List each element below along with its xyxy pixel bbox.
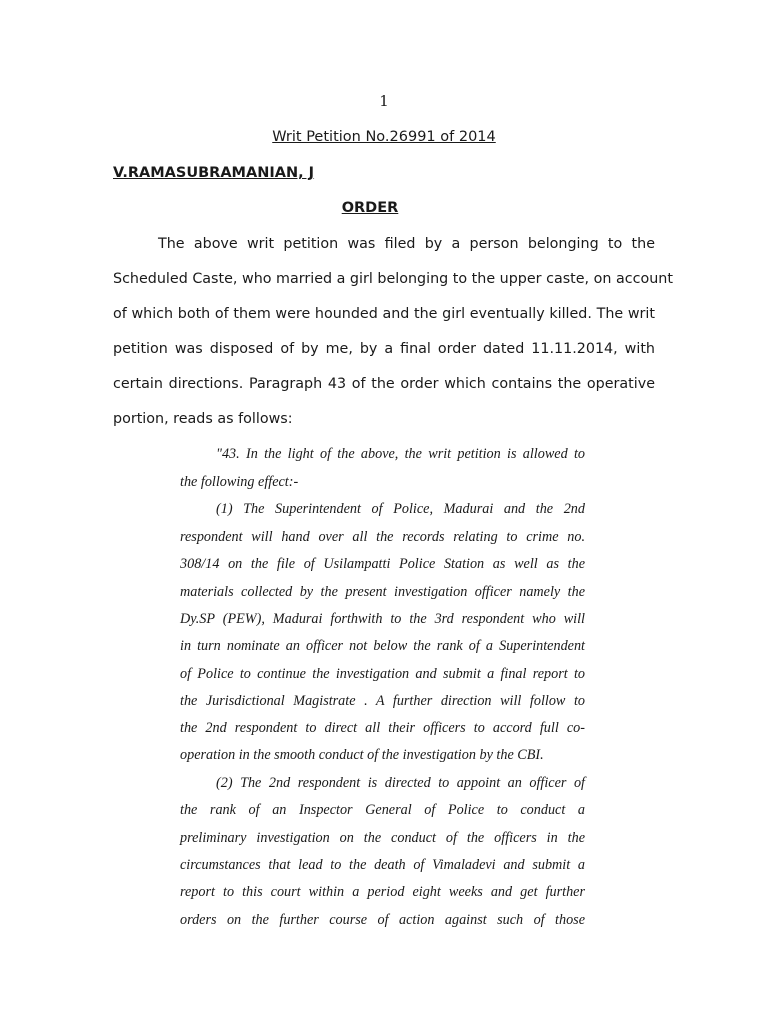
body-line: The above writ petition was filed by a person belonging to the	[158, 236, 655, 252]
body-line: certain directions. Paragraph 43 of the order which contains the operative	[113, 376, 655, 392]
quote-line: the following effect:-	[180, 474, 299, 490]
quote-line: report to this court within a period eight weeks and get further	[180, 884, 585, 900]
judge-name: V.RAMASUBRAMANIAN, J	[113, 165, 315, 181]
quote-line: the 2nd respondent to direct all their officers to accord full co-	[180, 720, 585, 736]
quote-line: the Jurisdictional Magistrate . A further direction will follow to	[180, 693, 585, 709]
case-number: Writ Petition No.26991 of 2014	[272, 129, 496, 145]
quote-line: circumstances that lead to the death of Vimaladevi and submit a	[180, 857, 585, 873]
quote-line: in turn nominate an officer not below the rank of a Superintendent	[180, 638, 585, 654]
body-line: Scheduled Caste, who married a girl belonging to the upper caste, on account	[113, 271, 673, 287]
quote-line: materials collected by the present investigation officer namely the	[180, 584, 585, 600]
quote-line: preliminary investigation on the conduct of the officers in the	[180, 830, 585, 846]
quote-line: "43. In the light of the above, the writ petition is allowed to	[216, 446, 585, 462]
order-heading: ORDER	[341, 200, 399, 216]
body-line: of which both of them were hounded and the girl eventually killed. The writ	[113, 306, 655, 322]
quote-line: 308/14 on the file of Usilampatti Police Station as well as the	[180, 556, 585, 572]
quote-line: the rank of an Inspector General of Police to conduct a	[180, 802, 585, 818]
quote-line: (2) The 2nd respondent is directed to appoint an officer of	[216, 775, 585, 791]
quote-line: respondent will hand over all the records relating to crime no.	[180, 529, 585, 545]
quote-line: of Police to continue the investigation and submit a final report to	[180, 666, 585, 682]
quote-line: operation in the smooth conduct of the investigation by the CBI.	[180, 747, 544, 763]
quote-line: orders on the further course of action against such of those	[180, 912, 585, 928]
page-number: 1	[379, 92, 389, 110]
body-line: portion, reads as follows:	[113, 411, 293, 427]
body-line: petition was disposed of by me, by a final order dated 11.11.2014, with	[113, 341, 655, 357]
quote-line: Dy.SP (PEW), Madurai forthwith to the 3rd respondent who will	[180, 611, 585, 627]
quote-line: (1) The Superintendent of Police, Madurai and the 2nd	[216, 501, 585, 517]
